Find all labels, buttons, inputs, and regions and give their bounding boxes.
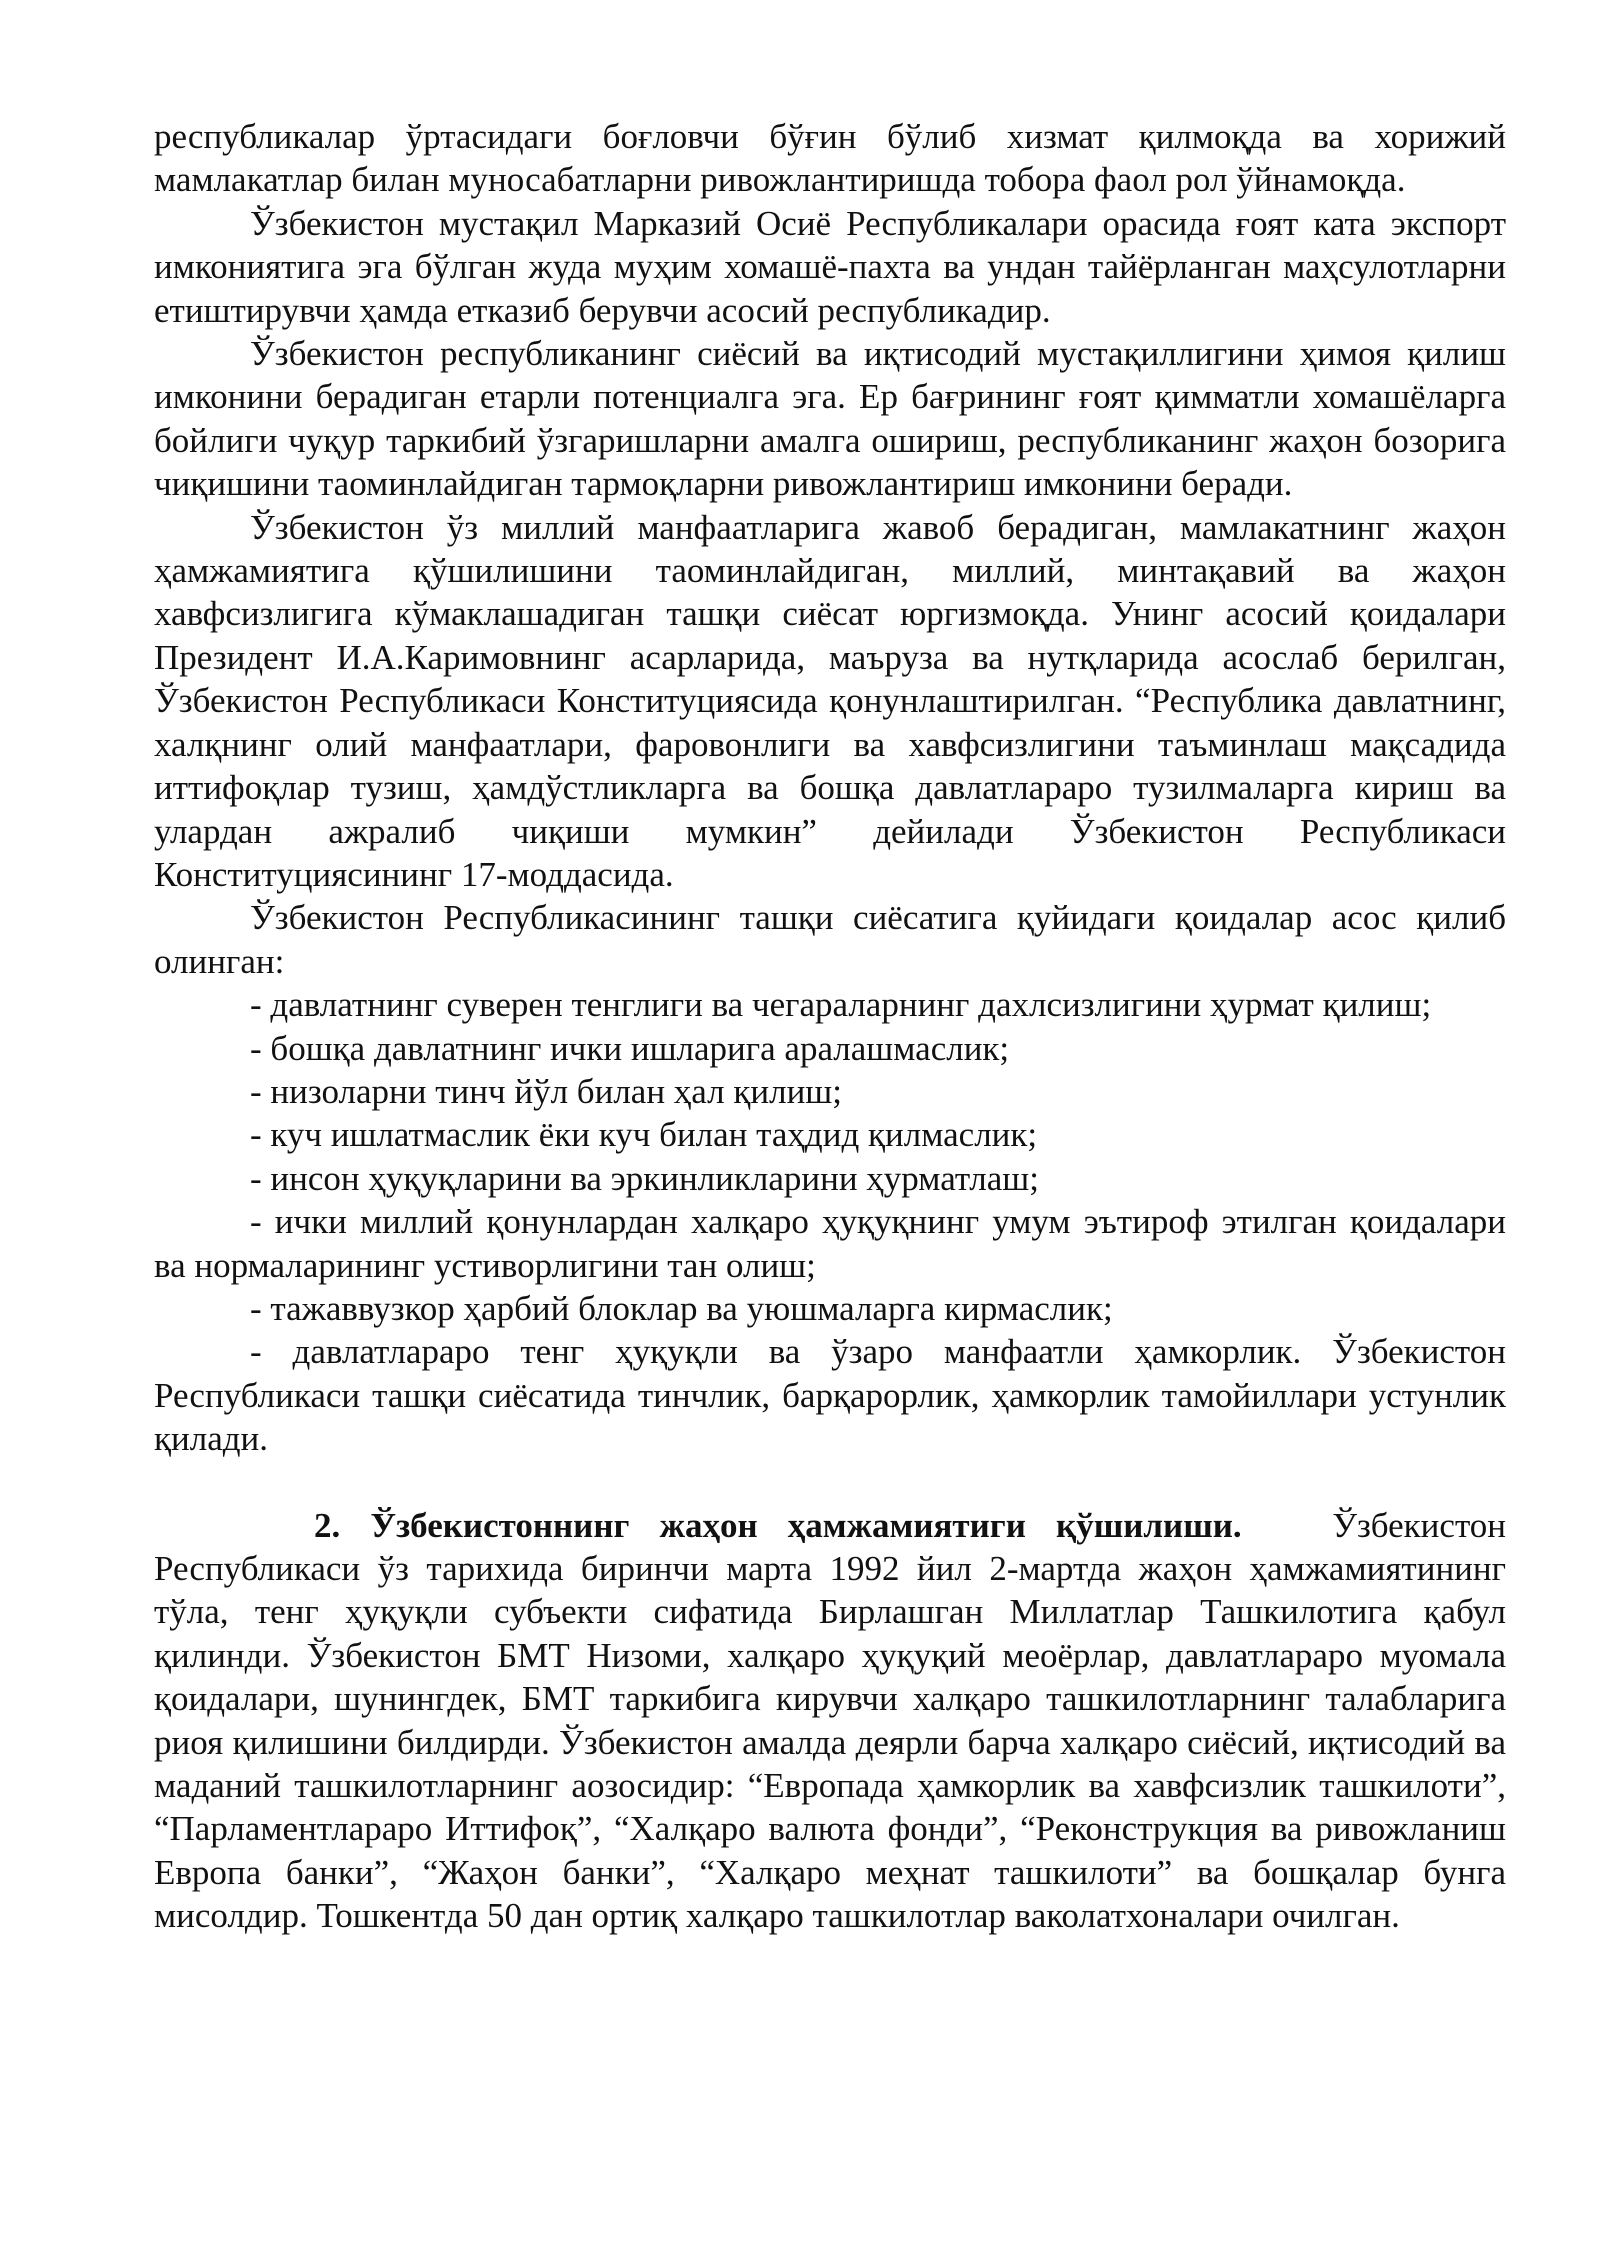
list-item: - бошқа давлатнинг ички ишларига аралашмаслик;: [250, 1028, 1010, 1068]
list-item: - давлатнинг суверен тенглиги ва чегараларнинг дахлсизлигини ҳурмат қилиш;: [250, 985, 1432, 1025]
paragraph-foreign-policy: Ўзбекистон ўз миллий манфаатларига жавоб берадиган, мамлакатнинг жаҳон ҳамжамиятига қўшилишини таоминлайдиган, миллий, минтақавий ва жаҳон хавфсизлигига кўмаклашадиган ташқи сиёсат юргизмоқда. Унинг асосий қоидалари Президент И.А.Каримовнинг асарларида, маъруза ва нутқларида асослаб берилган, Ўзбекистон Республикаси Конституциясида қонунлаштирилган. “Республика давлатнинг, халқнинг олий манфаатлари, фаровонлиги ва хавфсизлигини таъминлаш мақсадида иттифоқлар тузиш, ҳамдўстликларга ва бошқа давлатлараро тузилмаларга кириш ва улардан ажралиб чиқиши мумкин” дейилади Ўзбекистон Республикаси Конституциясининг 17-моддасида.: [154, 507, 1506, 894]
list-item: - куч ишлатмаслик ёки куч билан таҳдид қилмаслик;: [250, 1115, 1038, 1155]
list-item: - давлатлараро тенг ҳуқуқли ва ўзаро манфаатли ҳамкорлик. Ўзбекистон Республикаси ташқи сиёсатида тинчлик, барқарорлик, ҳамкорлик тамойиллари устунлик қилади.: [154, 1332, 1506, 1459]
section-spacer: [154, 1461, 1506, 1504]
section-2-heading: 2. Ўзбекистоннинг жаҳон ҳамжамиятиги қўшилиши.: [314, 1505, 1242, 1545]
paragraph-export-potential: Ўзбекистон мустақил Марказий Осиё Республикалари орасида ғоят ката экспорт имкониятига эга бўлган жуда муҳим хомашё-пахта ва ундан тайёрланган маҳсулотларни етиштирувчи ҳамда етказиб берувчи асосий республикадир.: [154, 203, 1506, 330]
section-2-paragraph: [154, 1504, 1506, 1938]
document-page: [154, 115, 1506, 1938]
paragraph-principles-intro: Ўзбекистон Республикасининг ташқи сиёсатига қуйидаги қоидалар асос қилиб олинган:: [154, 898, 1506, 981]
paragraph-continuation: республикалар ўртасидаги боғловчи бўғин бўлиб хизмат қилмоқда ва хорижий мамлакатлар билан муносабатларни ривожлантиришда тобора фаол рол ўйнамоқда.: [154, 117, 1506, 200]
principles-list: [154, 983, 1506, 1460]
paragraph-economic-independence: Ўзбекистон республиканинг сиёсий ва иқтисодий мустақиллигини ҳимоя қилиш имконини берадиган етарли потенциалга эга. Ер бағрининг ғоят қимматли хомашёларга бойлиги чуқур таркибий ўзгаришларни амалга ошириш, республиканинг жаҳон бозорига чиқишини таоминлайдиган тармоқларни ривожлантириш имконини беради.: [154, 334, 1506, 504]
section-2-text: Ўзбекистон Республикаси ўз тарихида биринчи марта 1992 йил 2-мартда жаҳон ҳамжамиятининг тўла, тенг ҳуқуқли субъекти сифатида Бирлашган Миллатлар Ташкилотига қабул қилинди. Ўзбекистон БМТ Низоми, халқаро ҳуқуқий меоёрлар, давлатлараро муомала қоидалари, шунингдек, БМТ таркибига кирувчи халқаро ташкилотларнинг талабларига риоя қилишини билдирди. Ўзбекистон амалда деярли барча халқаро сиёсий, иқтисодий ва маданий ташкилотларнинг аозосидир: “Европада ҳамкорлик ва хавфсизлик ташкилоти”, “Парламентлараро Иттифоқ”, “Халқаро валюта фонди”, “Реконструкция ва ривожланиш Европа банки”, “Жаҳон банки”, “Халқаро меҳнат ташкилоти” ва бошқалар бунга мисолдир. Тошкентда 50 дан ортиқ халқаро ташкилотлар ваколатхоналари очилган.: [154, 1505, 1507, 1936]
list-item: - инсон ҳуқуқларини ва эркинликларини ҳурматлаш;: [250, 1158, 1039, 1198]
list-item: - тажаввузкор ҳарбий блоклар ва уюшмаларга кирмаслик;: [250, 1288, 1113, 1328]
list-item: - ички миллий қонунлардан халқаро ҳуқуқнинг умум эътироф этилган қоидалари ва нормаларининг устиворлигини тан олиш;: [154, 1202, 1506, 1285]
list-item: - низоларни тинч йўл билан ҳал қилиш;: [250, 1071, 842, 1111]
